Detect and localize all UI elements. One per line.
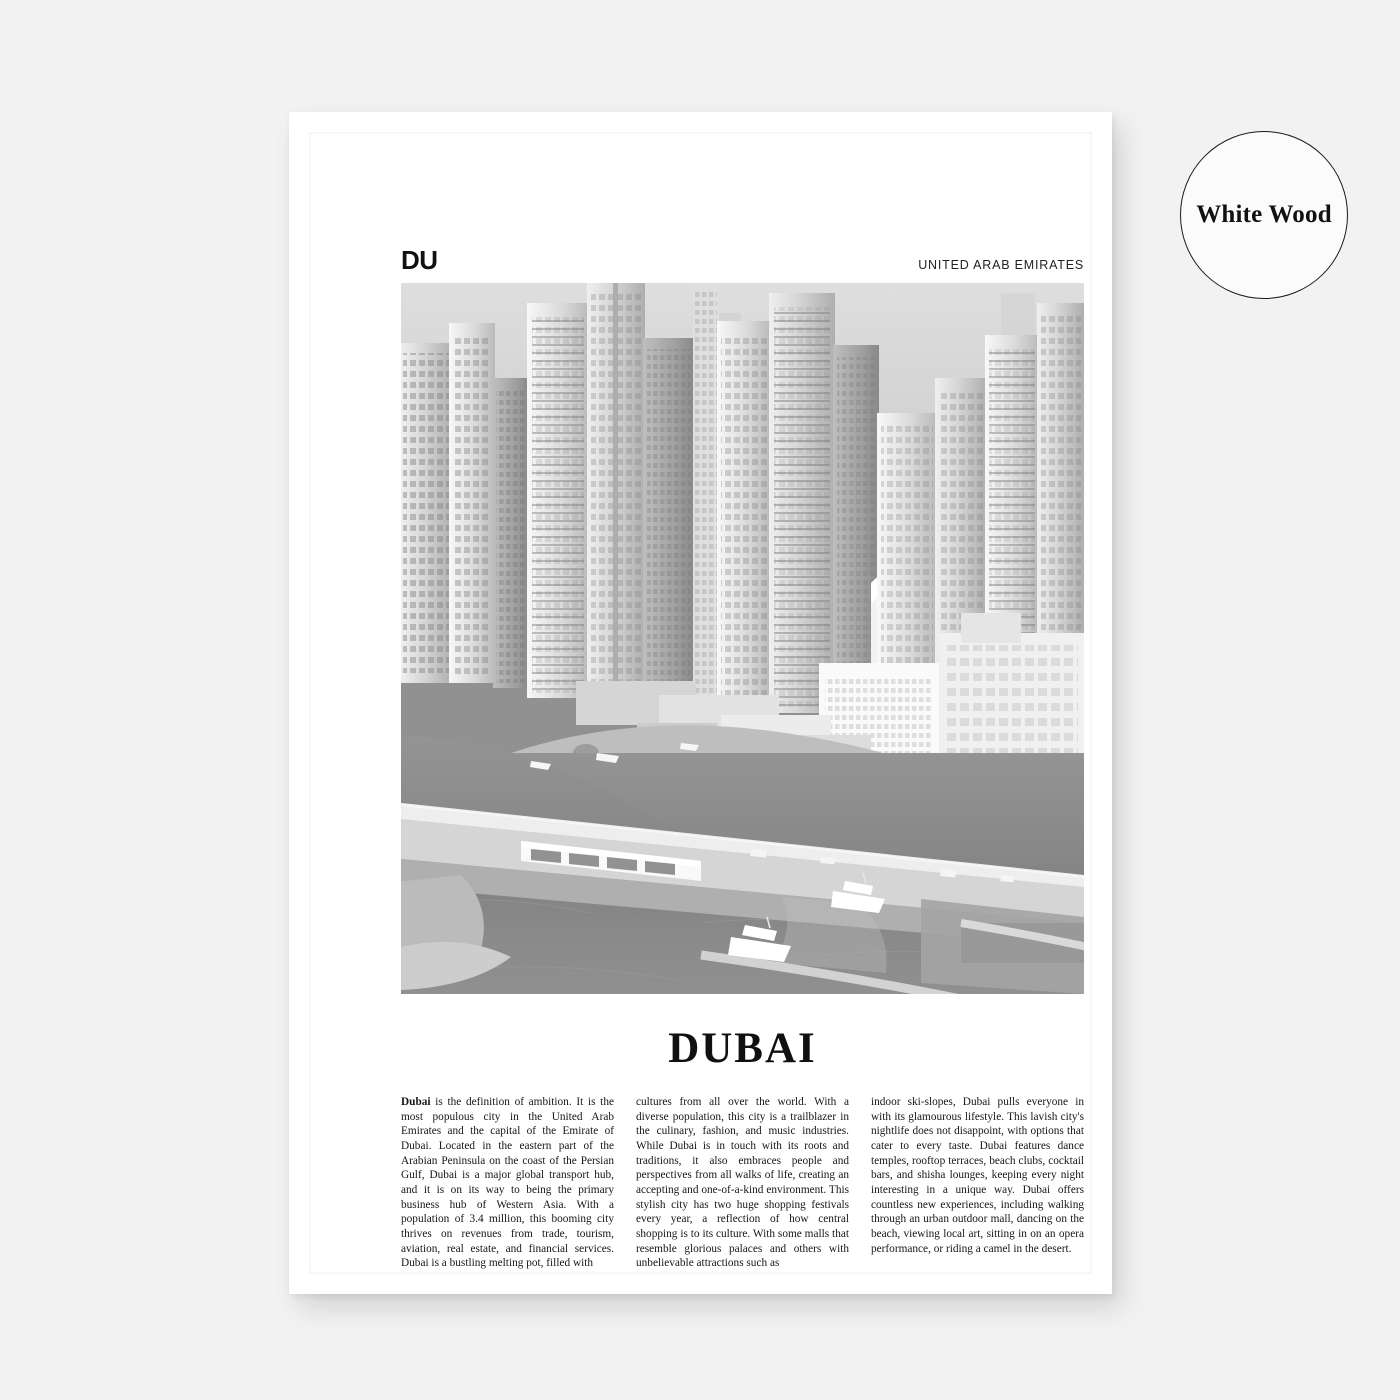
poster-artwork: [401, 245, 1084, 1270]
dubai-marina-illustration: [401, 283, 1084, 994]
picture-frame: [289, 112, 1112, 1294]
body-lead-word: Dubai: [401, 1096, 431, 1108]
body-column-3: indoor ski-slopes, Dubai pulls everyone in with its glamourous lifestyle. This lavish city's nightlife does not disappoint, with options that cater to every taste. Dubai features dance temples, rooftop terraces, beach clubs, cocktail bars, and shisha lounges, keeping every night interesting in a unique way. Dubai offers countless new experiences, including walking through an urban outdoor mall, dancing on the beach, viewing local art, sitting in on an opera performance, or riding a camel in the desert.: [871, 1096, 1084, 1255]
material-badge-label: White Wood: [1196, 201, 1332, 228]
city-code: DU: [401, 245, 438, 275]
material-badge: [1180, 131, 1348, 299]
poster-header: [401, 247, 1084, 273]
body-column-1-text: is the definition of ambition. It is the most populous city in the United Arab Emirates and the capital of the Emirate of Dubai. Located in the eastern part of the Arabian Peninsula on the coast of the Persian Gulf, Dubai is a major global transport hub, and it is on its way to being the primary business hub of Western Asia. With a population of 3.4 million, this booming city thrives on revenues from trade, tourism, aviation, real estate, and financial services. Dubai is a bustling melting pot, filled with: [401, 1096, 614, 1270]
poster-photo: [401, 283, 1084, 994]
frame-mat: [331, 154, 1084, 1270]
poster-body-columns: [401, 1095, 1084, 1271]
body-column-2: cultures from all over the world. With a diverse population, this city is a trailblazer in the culinary, fashion, and music industries. While Dubai is in touch with its roots and traditions, it also embraces people and perspectives from all walks of life, creating an accepting and one-of-a-kind environment. This stylish city has two huge shopping festivals every year, a reflection of how central shopping is to its culture. With some malls that resemble glorious palaces and others with unbelievable attractions such as: [636, 1096, 849, 1270]
body-column-1: [401, 1095, 614, 1271]
country-label: UNITED ARAB EMIRATES: [918, 257, 1084, 272]
poster-title: DUBAI: [668, 1025, 817, 1072]
